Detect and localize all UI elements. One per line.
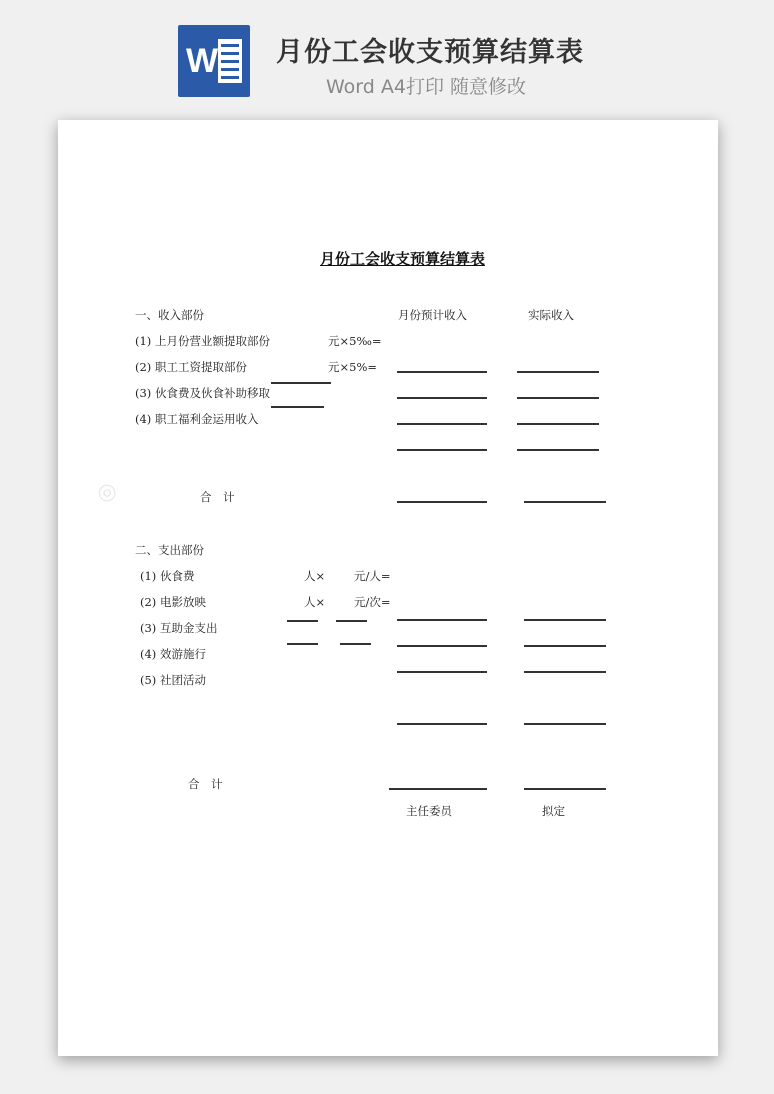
blank-line[interactable] — [397, 449, 487, 451]
blank-line[interactable] — [397, 645, 487, 647]
income-total-label: 合 计 — [200, 490, 235, 504]
blank-line[interactable] — [340, 643, 371, 645]
income-item: (1) 上月份营业额提取部份 — [135, 334, 270, 348]
formula-text: 元×5%= — [328, 360, 378, 374]
unit-text: 元/次= — [354, 595, 391, 609]
expense-item: (3) 互助金支出 — [140, 621, 218, 635]
blank-line[interactable] — [524, 619, 606, 621]
blank-line[interactable] — [271, 406, 324, 408]
income-item: (4) 职工福利金运用收入 — [135, 412, 259, 426]
blank-line[interactable] — [397, 371, 487, 373]
income-item: (3) 伙食费及伙食补助移取 — [135, 386, 270, 400]
template-title: 月份工会收支预算结算表 — [276, 37, 584, 68]
blank-line[interactable] — [517, 371, 599, 373]
income-item: (2) 职工工资提取部份 — [135, 360, 247, 374]
expense-item: (4) 效游施行 — [140, 647, 206, 661]
page-header — [0, 0, 774, 110]
formula-text: 元×5‰= — [328, 334, 382, 348]
expense-item: (2) 电影放映 — [140, 595, 206, 609]
expense-item: (5) 社团活动 — [140, 673, 206, 687]
blank-line[interactable] — [517, 423, 599, 425]
blank-line[interactable] — [397, 501, 487, 503]
blank-line[interactable] — [524, 501, 606, 503]
blank-line[interactable] — [524, 671, 606, 673]
expense-heading: 二、支出部份 — [135, 543, 204, 557]
blank-line[interactable] — [271, 382, 331, 384]
expense-total-label: 合 计 — [188, 777, 223, 791]
persons-text: 人× — [304, 595, 326, 609]
unit-text: 元/人= — [354, 569, 391, 583]
col-actual-income: 实际收入 — [528, 308, 574, 322]
blank-line[interactable] — [397, 423, 487, 425]
blank-line[interactable] — [397, 619, 487, 621]
blank-line[interactable] — [524, 788, 606, 790]
blank-line[interactable] — [517, 449, 599, 451]
persons-text: 人× — [304, 569, 326, 583]
blank-line[interactable] — [517, 397, 599, 399]
blank-line[interactable] — [397, 397, 487, 399]
document-page — [58, 120, 718, 1056]
blank-line[interactable] — [287, 643, 318, 645]
blank-line[interactable] — [524, 645, 606, 647]
blank-line[interactable] — [397, 671, 487, 673]
blank-line[interactable] — [389, 788, 487, 790]
blank-line[interactable] — [397, 723, 487, 725]
drafted-label: 拟定 — [542, 804, 565, 818]
blank-line[interactable] — [524, 723, 606, 725]
col-budget-income: 月份预计收入 — [398, 308, 467, 322]
document-title: 月份工会收支预算结算表 — [320, 250, 486, 268]
expense-item: (1) 伙食费 — [140, 569, 195, 583]
blank-line[interactable] — [336, 620, 367, 622]
word-icon: W — [178, 25, 250, 97]
director-label: 主任委员 — [406, 804, 452, 818]
income-heading: 一、收入部份 — [135, 308, 204, 322]
blank-line[interactable] — [287, 620, 318, 622]
watermark: ◎ — [92, 476, 123, 509]
template-subtitle: Word A4打印 随意修改 — [326, 76, 527, 98]
